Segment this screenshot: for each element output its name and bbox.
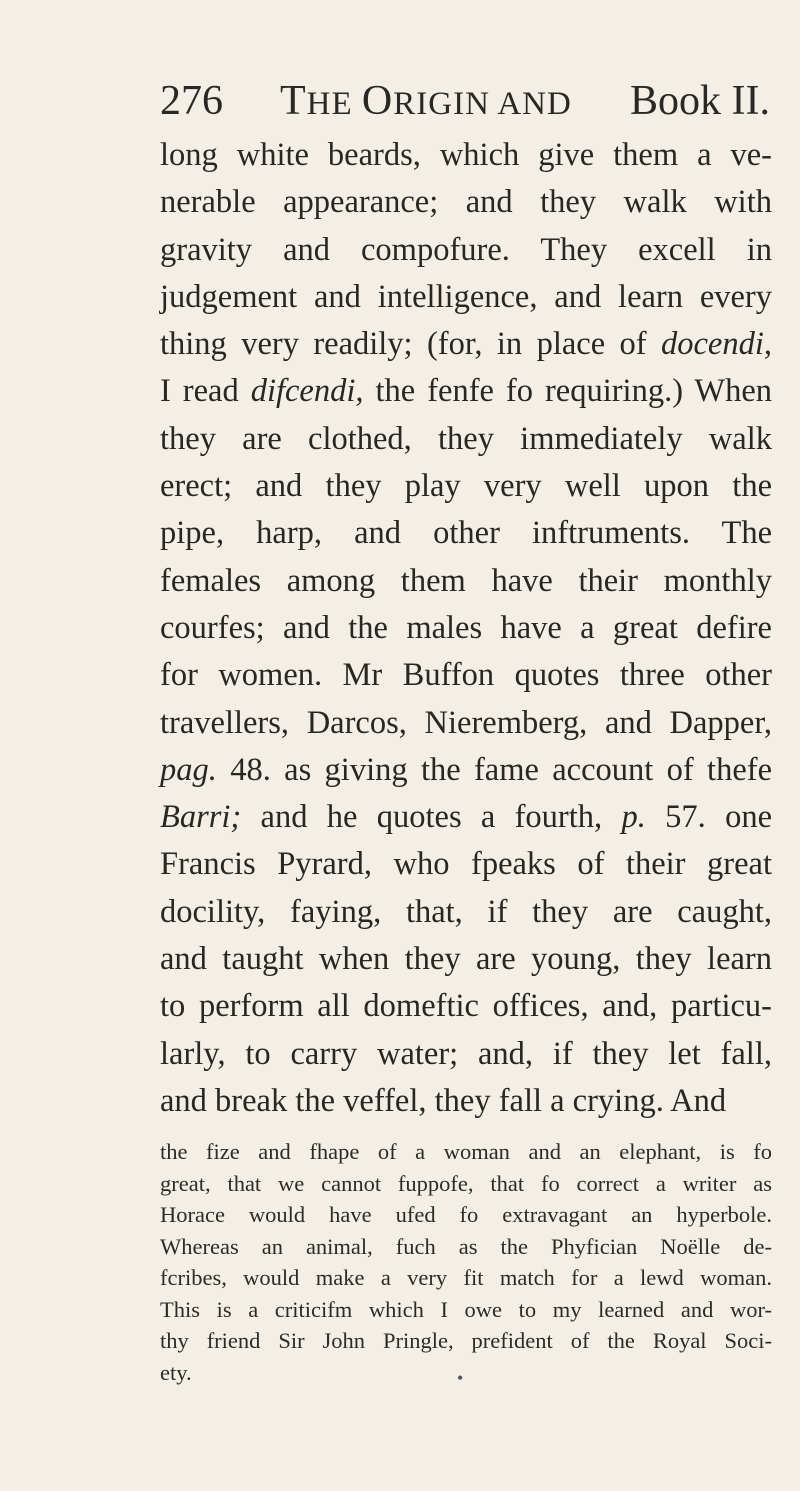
- text-line: larly, to carry water; and, if they let fall,: [160, 1035, 772, 1072]
- text-line: they are clothed, they immediately walk: [160, 420, 772, 457]
- italic-term: Barri;: [160, 799, 242, 836]
- text-line: pag. 48. as giving the fame account of thefe: [160, 751, 772, 788]
- text-line: I read difcendi, the fenfe fo requiring.) When: [160, 373, 773, 410]
- running-head: THE ORIGIN AND: [280, 78, 572, 124]
- text-line: Francis Pyrard, who fpeaks of their great: [160, 846, 772, 883]
- text-line: for women. Mr Buffon quotes three other: [160, 657, 772, 694]
- page-number: 276: [160, 78, 223, 124]
- text-line: long white beards, which give them a ve-: [160, 137, 772, 173]
- footnote-line: great, that we cannot fuppofe, that fo correct a writer as: [160, 1170, 772, 1196]
- page-header: [160, 76, 770, 126]
- text-line: gravity and compofure. They excell in: [160, 231, 772, 268]
- text-line: and taught when they are young, they learn: [160, 941, 772, 978]
- book-label: Book II.: [630, 78, 770, 124]
- text-line: thing very readily; (for, in place of docendi,: [160, 326, 772, 363]
- text-line: females among them have their monthly: [160, 562, 772, 599]
- italic-term: docendi,: [660, 326, 772, 363]
- footnote-line: Whereas an animal, fuch as the Phyfician Noëlle de-: [160, 1233, 772, 1259]
- main-text: [160, 132, 772, 1125]
- footnote-line: fcribes, would make a very fit match for a lewd woman.: [160, 1265, 772, 1290]
- text-line: judgement and intelligence, and learn every: [160, 278, 772, 315]
- text-line: erect; and they play very well upon the: [160, 468, 772, 505]
- text-line: docility, faying, that, if they are caught,: [160, 893, 772, 930]
- footnote: [160, 1136, 772, 1388]
- text-line: travellers, Darcos, Nieremberg, and Dapper,: [160, 704, 772, 741]
- text-line: to perform all domeftic offices, and, particu-: [160, 988, 772, 1025]
- italic-term: pag.: [160, 751, 217, 788]
- text-line: nerable appearance; and they walk with: [160, 184, 772, 221]
- text-line: and break the veffel, they fall a crying. And: [160, 1082, 727, 1119]
- footnote-line: thy friend Sir John Pringle, prefident of the Royal Soci-: [160, 1328, 772, 1353]
- text-line: pipe, harp, and other inftruments. The: [160, 515, 772, 552]
- footnote-line: ety.: [160, 1359, 192, 1385]
- text-line: Barri; and he quotes a fourth, p. 57. one: [160, 799, 772, 836]
- footnote-line: This is a criticifm which I owe to my learned and wor-: [160, 1296, 772, 1322]
- italic-term: p.: [621, 799, 646, 836]
- catchword-mark: •: [457, 1368, 464, 1388]
- text-line: courfes; and the males have a great defire: [160, 609, 772, 646]
- italic-term: difcendi,: [250, 373, 364, 410]
- footnote-line: the fize and fhape of a woman and an elephant, is fo: [160, 1139, 772, 1164]
- footnote-line: Horace would have ufed fo extravagant an hyperbole.: [160, 1202, 772, 1227]
